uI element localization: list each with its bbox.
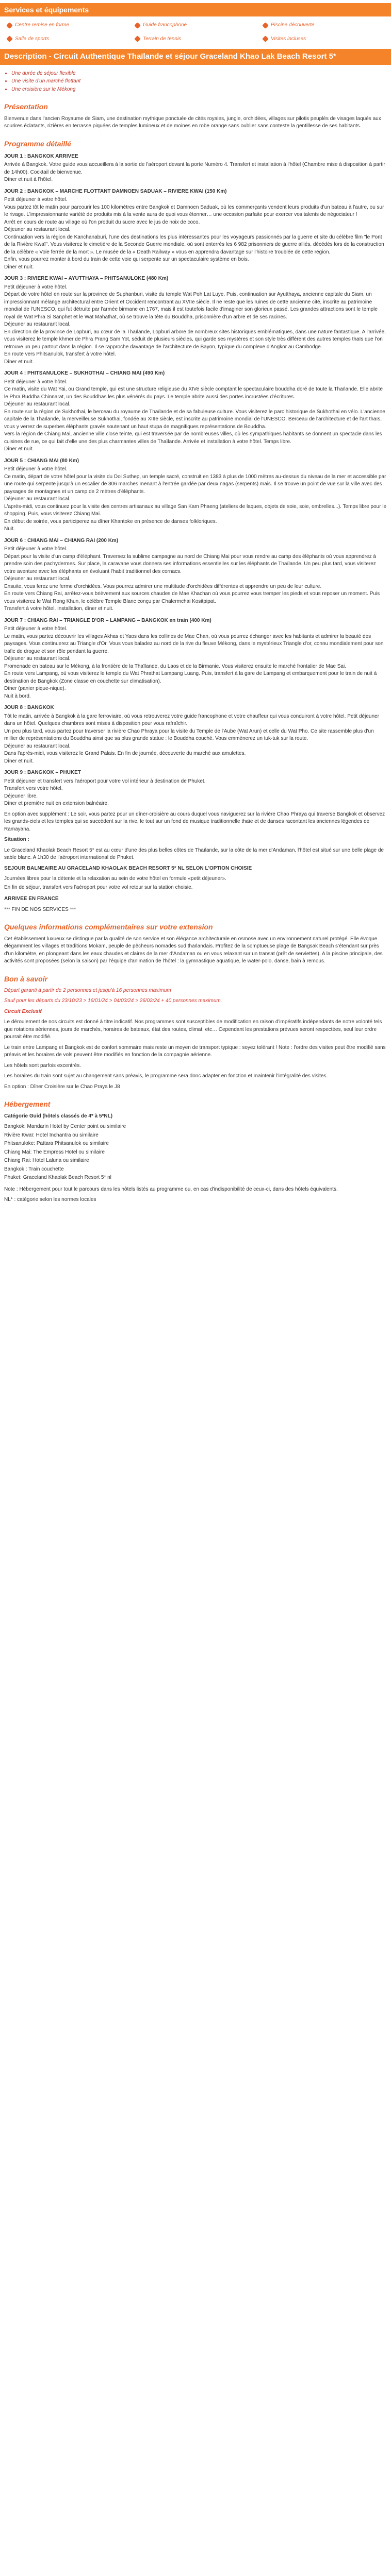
programme-days [0,153,391,808]
arrival-text: ARRIVEE EN FRANCE [4,896,59,902]
day-line: Petit déjeuner à votre hôtel. [4,379,68,385]
day-line: Promenade en bateau sur le Mékong, à la frontière de la Thaïlande, du Laos et de la Birmanie. Vous visiterez ensuite le marché frontalier de Mae Sai. [4,663,346,669]
day-line: Dîner et nuit. [4,758,34,764]
day-line: Arrivée à Bangkok. Votre guide vous accueillera à la sortie de l'aéroport devant la porte Numéro 4. Transfert et installation à l'hôtel (Chambre mise à disposition à partir de 14h00). Cocktail de bienvenue. [4,162,385,175]
day-line: Déjeuner au restaurant local. [4,576,71,582]
day-line: Petit déjeuner à votre hôtel. [4,546,68,552]
highlight-item: • Une croisière sur le Mékong [11,86,391,94]
services-section [0,3,391,46]
hebergement-note: Note : Hébergement pour tout le parcours dans les hôtels listés au programme ou, en cas d'indisponibilité de ceux-ci, dans des hôtels équivalents. [4,1186,338,1192]
day-line: Dîner et nuit à l'hôtel. [4,177,53,183]
day-line: Vers la région de Chiang Mai, ancienne ville close teinte, qui est traversée par de nombreuses villes, où les sympathiques habitants se donnent un spectacle dans les cuisines de rue, ce qui fait d'elle une des plus charmantes villes de Thaïlande. Arrivée et installation à votre hôtel. Temps libre. [4,431,382,445]
day-line: Départ de votre hôtel en route sur la province de Suphanburi, visite du temple Wat Poh Lat Luye. Puis, continuation sur Ayutthaya, ancienne capitale du Siam, un impressionnant mélange architectural entre Orient et Occident rencontrant au XVIIe siècle. Il ne reste que les ruines de cette ancienne cité, inscrite au patrimoine mondial de l'UNESCO, qui fut détruite par l'armée birmane en 1767, mais il est toutefois facile d'imaginer son glorieux passé. Les grandes attractions sont le temple royal de Wat Phra Si Sanphet et le Wat Mahathat, où se trouve la tête du Bouddha, prisonnière d'un arbre et de ses racines. [4,292,378,320]
situation-text: Le Graceland Khaolak Beach Resort 5* est au cœur d'une des plus belles côtes de Thaïlande, sur la côte de la mer d'Andaman, l'hôtel est situé sur une belle plage de sable blanc. A 1h30 de l'aéroport international de Phuket. [4,847,384,861]
option-text: En option : Dîner Croisière sur le Chao Praya le J8 [4,1083,120,1090]
extension-title: Quelques informations complémentaires sur votre extension [4,923,213,931]
highlight-item: • Une visite d'un marché flottant [11,78,391,86]
hotel-list [0,1123,391,1182]
presentation-text: Bienvenue dans l'ancien Royaume de Siam, une destination mythique ponctuée de cités royales, jungle, orchidées, villages sur pilotis peuplés de visages laqués aux sourires éclatants, rizières en terrasse piquées de temples lumineux et de moines en robe orange sans oublier sans conteste la gentillesse de ses habitants. [4,115,381,129]
hotels-note: Les hôtels sont parfois excentrés. [4,1062,81,1069]
hotel-item: Bangkok : Train couchette [4,1166,64,1172]
services-title: Services et équipements [0,3,391,16]
hotel-item: Bangkok: Mandarin Hotel by Center point ou similaire [4,1124,126,1130]
day-line: Déjeuner libre. [4,793,38,799]
day-title: JOUR 9 : BANGKOK – PHUKET [4,770,81,776]
day-line: Dîner et nuit. [4,359,34,365]
day-line: Ce matin, départ de votre hôtel pour la visite du Doi Suthep, un temple sacré, construit en 1383 à plus de 1000 mètres au-dessus du niveau de la mer et accessible par une route qui serpente jusqu'à un escalier de 306 marches menant à l'entrée gardée par deux nagas (serpents) mais. Il se trouve un point de vue sur la ville avec des paysages de montagnes et un camp de 2 mètres d'éléphants. [4,473,386,495]
day-line: Dans l'après-midi, vous visiterez le Grand Palais. En fin de journée, découverte du marché aux amulettes. [4,751,246,757]
day-title: JOUR 5 : CHIANG MAI (80 Km) [4,457,79,464]
pool-icon [262,22,269,29]
day-title: JOUR 4 : PHITSANULOKE – SUKHOTHAI – CHIANG MAI (490 Km) [4,370,165,377]
hebergement-title: Hébergement [4,1100,51,1109]
day-line: En route sur la région de Sukhothai, le berceau du royaume de Thaïlande et de sa fabuleuse culture. Vous visiterez le parc historique de Sukhothai en vélo. L'ancienne capitale de la Thaïlande, la merveilleuse Sukhothai, fondée au XIIIe siècle, est inscrite au patrimoine mondial de l'UNESCO. Berceau de l'architecture et de l'art thaïs, vous y verrez de superbes éléphants gravés soutenant un haut stupa de magnifiques représentations de Bouddha. [4,409,385,430]
day-line: Dîner et nuit. [4,264,34,270]
day-line: En direction de la province de Lopburi, au cœur de la Thaïlande, Lopburi arbore de nombreux sites historiques emblématiques, dans une nature fantastique. A l'arrivée, vous visiterez le temple khmer de Phra Prang Sam Yot, séduit de plusieurs siècles, qui garde ses mystères et son style très différent des autres temples thaïs que l'on retrouve un peu partout dans la région. Il se rapproche davantage de l'architecture de Bayon, typique du complexe d'Angkor au Cambodge. [4,329,386,350]
service-item: Piscine découverte [263,22,391,29]
day-line: Continuation vers la région de Kanchanaburi, l'une des destinations les plus intéressantes pour les voyageurs passionnés par la guerre et site du célèbre film "le Pont de la Rivière Kwaï". Vous visiterez le cimetière de la Seconde Guerre mondiale, où sont enterrés les 6 982 prisonniers de guerre alliés, décédés lors de la construction de la célèbre « Voie ferrée de la mort ». Le musée de la « Death Railway » vous en apprendra davantage sur l'histoire troublée de cette région. [4,234,384,255]
day-line: Dîner et première nuit en extension balnéaire. [4,801,109,807]
highlights-list [0,70,391,94]
day-line: Le matin, vous partez découvrir les villages Akhas et Yaos dans les collines de Mae Chan, où vous pourrez échanger avec les habitants et admirer la beauté des paysages. Vous continuerez au Triangle d'Or. Vous vous baladez au nord de la rive du fleuve Mékong, dans le mystérieux Triangle d'or, connu mondialement pour son trafic de drogue et son rôle pendant la guerre. [4,633,384,654]
day-line: Départ pour la visite d'un camp d'éléphant. Traversez la sublime campagne au nord de Chiang Mai pour vous rendre au camp des éléphants où vous apprendrez à prendre soin des pachydermes. Sur place, la caravane vous donnera ses informations essentielles sur les éléphants de Thaïlande. Un peu plus tard, vous visiterez votre aventure avec les éléphants en évoluant l'habit traditionnel des cornacs. [4,553,376,574]
presentation-title: Présentation [4,103,48,111]
day-line: Transfert vers votre hôtel. [4,786,63,792]
day-line: En route vers Chiang Rai, arrêtez-vous brièvement aux sources chaudes de Mae Khachan où vous pourrez vous tremper les pieds et vous reposer un moment. Puis vous visiterez le Wat Rong Khun, le célèbre Temple Blanc conçu par Chalermchai Kositpipat. [4,591,380,604]
day-title: JOUR 8 : BANGKOK [4,705,54,711]
day-title: JOUR 3 : RIVIERE KWAI – AYUTTHAYA – PHITSANULOKE (480 Km) [4,276,169,282]
train-text: Le train entre Lampang et Bangkok est de confort sommaire mais reste un moyen de transport typique : soyez tolérant ! Note : l'ordre des visites peut être modifié sans préavis et les horaires de vols peuvent être modifiés en fonction de la compagnie aérienne. [4,1044,386,1058]
hotel-item: Rivière Kwaï: Hotel Inchantra ou similaire [4,1132,99,1138]
service-item: Centre remise en forme [7,22,135,29]
hebergement-nl: NL* : catégorie selon les normes locales [4,1197,96,1203]
day-title: JOUR 7 : CHIANG RAI – TRIANGLE D'OR – LAMPANG – BANGKOK en train (400 Km) [4,617,211,623]
day-line: Petit déjeuner à votre hôtel. [4,626,68,632]
bonasavoir-title: Bon à savoir [4,974,48,983]
hotel-item: Chiang Rai: Hotel Laluna ou similaire [4,1158,89,1164]
gym-icon [6,36,13,42]
hebergement-category: Catégorie Guid (hôtels classés de 4* à 5*NL) [4,1113,113,1119]
day-title: JOUR 2 : BANGKOK – MARCHE FLOTTANT DAMNOEN SADUAK – RIVIERE KWAI (150 Km) [4,188,227,194]
extension-note: En option avec supplément : Le soir, vous partez pour un dîner-croisière au cours duquel vous naviguerez sur la rivière Chao Phraya qui traverse Bangkok et observez les grands-ciels et les temples qui se succèdent sur la rive, le tout sur un fond de musique traditionnelle thaïe et de danses racontant les anciennes légendes de Ramayana. [4,811,385,832]
dumbbell-icon [6,22,13,29]
day-line: Déjeuner au restaurant local. [4,321,71,328]
day-line: Déjeuner au restaurant local. [4,227,71,233]
day-line: Dîner et nuit. [4,446,34,452]
resort-line: Journées libres pour la détente et la relaxation au sein de votre hôtel en formule «petit déjeuner». [4,876,226,882]
day-line: Nuit. [4,526,15,532]
day-line: Vous partez tôt le matin pour parcourir les 100 kilomètres entre Bangkok et Damnoen Saduak, où les commerçants vendent leurs produits d'un bateau à l'autre, ou sur le rivage. L'impressionnante variété de produits mis à la vente aura de quoi vous étonner… une occasion parfaite pour exercer vos talents de négociateur ! [4,204,384,218]
day-line: Déjeuner au restaurant local. [4,656,71,662]
day-line: Déjeuner au restaurant local. [4,743,71,749]
day-line: L'après-midi, vous continuez pour la visite des centres artisanaux au village San Kam Phaeng (ateliers de laques, objets de soie, soie, ombrelles...). Temps libre pour le shopping. Puis, vous visiterez Chiang Mai. [4,503,387,517]
circuit-title: Circuit Exclusif [4,1008,42,1014]
resort-line: En fin de séjour, transfert vers l'aéroport pour votre vol retour sur la station choisie. [4,884,193,890]
day-line: Déjeuner au restaurant local. [4,496,71,502]
resort-title: SEJOUR BALNEAIRE AU GRACELAND KHAOLAK BEACH RESORT 5* NL SELON L'OPTION CHOISIE [4,865,252,871]
guide-icon [134,22,141,29]
day-line: Petit déjeuner à votre hôtel. [4,197,68,203]
hotel-item: Chiang Mai: The Empress Hotel ou similaire [4,1149,105,1155]
day-line: En début de soirée, vous participerez au dîner Khantoke en présence de danses folkloriques. [4,518,217,524]
hotel-item: Phitsanuloke: Pattara Phitsanulok ou similaire [4,1141,109,1147]
day-title: JOUR 1 : BANGKOK ARRIVEE [4,153,78,159]
circuit-text: Le déroulement de nos circuits est donné à titre indicatif. Nos programmes sont susceptibles de modification en raison d'impératifs indépendants de notre volonté tels que rotations aériennes, jours de marchés, horaires de bateaux, état des routes, climat, etc… Cependant les prestations prévues seront respectées, seul leur ordre pourrait être modifié. [4,1019,382,1040]
day-line: Transfert à votre hôtel. Installation, dîner et nuit. [4,606,113,612]
day-line: Dîner (panier pique-nique). [4,686,66,692]
day-line: Petit déjeuner à votre hôtel. [4,466,68,472]
day-line: Petit déjeuner et transfert vers l'aéroport pour votre vol intérieur à destination de Phuket. [4,778,206,784]
service-item: Terrain de tennis [135,36,263,43]
day-line: Ce matin, visite du Wat Yai, ou Grand temple, qui est une structure religieuse du XIVe siècle comptant le spectaculaire bouddha doré de toute la Thaïlande. Elle abrite le Phra Buddha Chinnarat, un des Bouddhas les plus vénérés du pays. Le temple abrite aussi des portes incrustées d'écritures. [4,386,383,400]
day-line: Petit déjeuner à votre hôtel. [4,284,68,290]
day-line: Tôt le matin, arrivée à Bangkok à la gare ferroviaire, où vous retrouverez votre guide francophone et votre chauffeur qui vous conduiront à votre hôtel. Petit déjeuner dans un hôtel. Quelques chambres sont mises à disposition pour vous rafraîchir. [4,713,379,727]
visit-icon [262,36,269,42]
programme-title: Programme détaillé [4,139,71,148]
day-line: Enfin, vous pourrez monter à bord du train de cette voie qui serpente sur un spectaculaire système en bois. [4,257,249,263]
description-title: Description - Circuit Authentique Thaïlande et séjour Graceland Khao Lak Beach Resort 5* [0,49,391,65]
extension-text: Cet établissement luxueux se distingue par la qualité de son service et son élégance architecturale en osmose avec un environnement naturel protégé. Elle évoque élégamment les villages et traditions Mokam, peuple de pêcheurs nomades sud thaïlandais. Profitez de la somptueuse plage de Bangsak Beach s'étendant sur près d'un kilomètre, en plongeant dans les eaux chaudes et claires de la mer d'Andaman ou en vous relaxant sur un transat (prêt de serviettes). A la piscine principale, des activités sont proposées (selon la saison) par l'équipe d'animation de l'hôtel : la gymnastique aquatique, le water-polo, danse, bain à remous. [4,936,383,964]
day-line: Arrêt en cours de route au village où l'on produit du sucre avec le jus de noix de coco. [4,219,200,225]
day-line: Déjeuner au restaurant local. [4,401,71,408]
service-item: Guide francophone [135,22,263,29]
day-line: En route vers Lampang, où vous visiterez le temple du Wat Phrathat Lampang Luang. Puis, transfert à la gare de Lampang et embarquement pour le train de nuit à destination de Bangkok (Zone classe en couchette sur climatisation). [4,671,377,684]
tennis-icon [134,36,141,42]
bonasavoir-dates: Départ garanti à partir de 2 personnes et jusqu'à 16 personnes maximum [4,987,171,993]
services-grid [0,16,391,46]
hotel-item: Phuket: Graceland Khaolak Beach Resort 5* nl [4,1175,111,1181]
service-item: Visites incluses [263,36,391,43]
day-title: JOUR 6 : CHIANG MAI – CHIANG RAI (200 Km) [4,537,119,544]
highlight-item: • Une durée de séjour flexible [11,70,391,78]
situation-title: Situation : [4,837,29,843]
horaires-text: Les horaires du train sont sujet au changement sans préavis, le programme sera donc adapter en fonction et maintenir l'intégralité des visites. [4,1073,328,1079]
bonasavoir-period: Sauf pour les départs du 23/10/23 > 16/01/24 > 04/03/24 > 26/02/24 + 40 personnes maximum. [4,998,222,1004]
day-line: Nuit à bord. [4,693,31,699]
day-line: Un peu plus tard, vous partez pour traverser la rivière Chao Phraya pour la visite du Temple de l'Aube (Wat Arun) et celle du Wat Pho. Ce site rassemble plus d'un millier de représentations du Bouddha ainsi que sa plus grande statue : le Bouddha couché. Vous emmènerez un tuk-tuk sur la route. [4,728,374,742]
end-text: *** FIN DE NOS SERVICES *** [4,906,76,912]
day-line: Ensuite, vous ferez une ferme d'orchidées. Vous pourrez admirer une multitude d'orchidées différentes et apprendre un peu de leur culture. [4,583,322,589]
service-item: Salle de sports [7,36,135,43]
day-line: En route vers Phitsanulok, transfert à votre hôtel. [4,351,116,358]
